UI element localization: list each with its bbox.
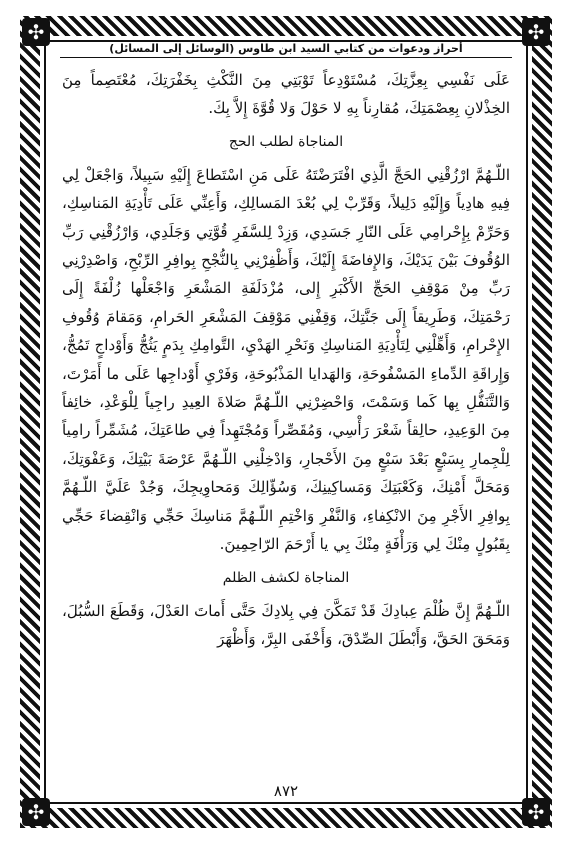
corner-ornament-icon: ✣: [22, 798, 50, 826]
oppression-supplication: اللّـهُمَّ إِنَّ ظُلْمَ عِبادِكَ قَدْ تَمَكَّنَ فِي بِلادِكَ حَتَّى أَماتَ العَدْلَ، وَقَطَعَ السُّبُلَ، وَمَحَقَ الحَقَّ، وَأَبْطَلَ الصِّدْقَ، وَأَخْفَى البِرَّ، وَأَظْهَرَ: [62, 601, 510, 648]
running-header: أحراز ودعوات من كتابي السيد ابن طاوس (الوسائل إلى المسائل): [60, 42, 512, 58]
corner-ornament-icon: ✣: [522, 798, 550, 826]
intro-paragraph: عَلَى نَفْسِي بِعِزَّتِكَ، مُسْتَوْدِعاً تَوْبَتِي مِنَ النَّكْثِ بِخَفْرَتِكَ، مُعْتَصِماً مِنَ الخِذْلانِ بِعِصْمَتِكَ، مُقارِناً بِهِ لا حَوْلَ وَلا قُوَّةَ إِلاَّ بِكَ.: [62, 71, 510, 118]
page-number: ٨٧٢: [273, 782, 299, 800]
hajj-supplication: اللّـهُمَّ ارْزُقْنِي الحَجَّ الَّذِي افْتَرَضْتَهُ عَلَى مَنِ اسْتَطاعَ إِلَيْهِ سَبِيلاً، وَاجْعَلْ لِي فِيهِ هادِياً وَإِلَيْهِ دَلِيلاً، وَقَرِّبْ لِي بُعْدَ المَسالِكِ، وَأَعِنِّي عَلَى تَأْدِيَةِ المَناسِكِ، وَحَرِّمْ بِإِحْرامِي عَلَى النّارِ جَسَدِي، وَزِدْ لِلسَّفَرِ قُوَّتِي وَجَلَدِي، وَارْزُقْنِي رَبِّ الوُقُوفَ بَيْنَ يَدَيْكَ، وَالإِفاضَةَ إِلَيْكَ، وَأَظْفِرْنِي بِالنُّجْحِ بِوافِرِ الرِّبْحِ، وَاصْدِرْنِي رَبِّ مِنْ مَوْقِفِ الحَجِّ الأَكْبَرِ إِلى، مُزْدَلَفَةِ المَشْعَرِ وَاجْعَلْها زُلْفَةً إِلَى رَحْمَتِكَ، وَطَرِيقاً إِلَى جَنَّتِكَ، وَقِفْنِي مَوْقِفَ المَشْعَرِ الحَرامِ، وَمَقامَ وُقُوفِ الإِحْرامِ، وَأَهِّلْنِي لِتَأْدِيَةِ المَناسِكِ وَنَحْرِ الهَدْيِ، التَّوامِكِ بِدَمٍ يَثُجُّ وَأَوْداجٍ تَمُجُّ، وَإِراقَةِ الدِّماءِ المَسْفُوحَةِ، وَالهَدايا المَذْبُوحَةِ، وَفَرْيِ أَوْداجِها عَلَى ما أَمَرْتَ، وَالتَّنَفُّلِ بِها كَما وَسَمْتَ، وَاحْضِرْنِي اللّـهُمَّ صَلاةَ العِيدِ راجِياً لِلْوَعْدِ، خائِفاً مِنَ الوَعِيدِ، حالِقاً شَعْرَ رَأْسِي، وَمُقَصِّراً وَمُجْتَهِداً فِي طاعَتِكَ، مُشَمِّراً رامِياً لِلْجِمارِ بِسَبْعٍ بَعْدَ سَبْعٍ مِنَ الأَحْجارِ، وَادْخِلْنِي اللّـهُمَّ عَرْصَةَ بَيْتِكَ، وَعَفْوَتِكَ، وَمَحَلَّ أَمْنِكَ، وَكَعْبَتِكَ وَمَساكِينِكَ، وَسُؤّالِكَ وَمَحاوِيجِكَ، وَجُدْ عَلَيَّ اللّـهُمَّ بِوافِرِ الأَجْرِ مِنَ الانْكِفاءِ، وَالنَّفْرِ وَاخْتِمِ اللّـهُمَّ مَناسِكَ حَجِّي وَانْقِضاءَ حَجِّي بِقَبُولٍ مِنْكَ لِي وَرَأْفَةٍ مِنْكَ بِي يا أَرْحَمَ الرّاحِمِينَ.: [62, 165, 510, 554]
page-body: [62, 66, 510, 781]
section-heading-oppression: المناجاة لكشف الظلم: [222, 569, 350, 586]
corner-ornament-icon: ✣: [522, 18, 550, 46]
section-heading-hajj: المناجاة لطلب الحج: [228, 133, 344, 150]
corner-ornament-icon: ✣: [22, 18, 50, 46]
